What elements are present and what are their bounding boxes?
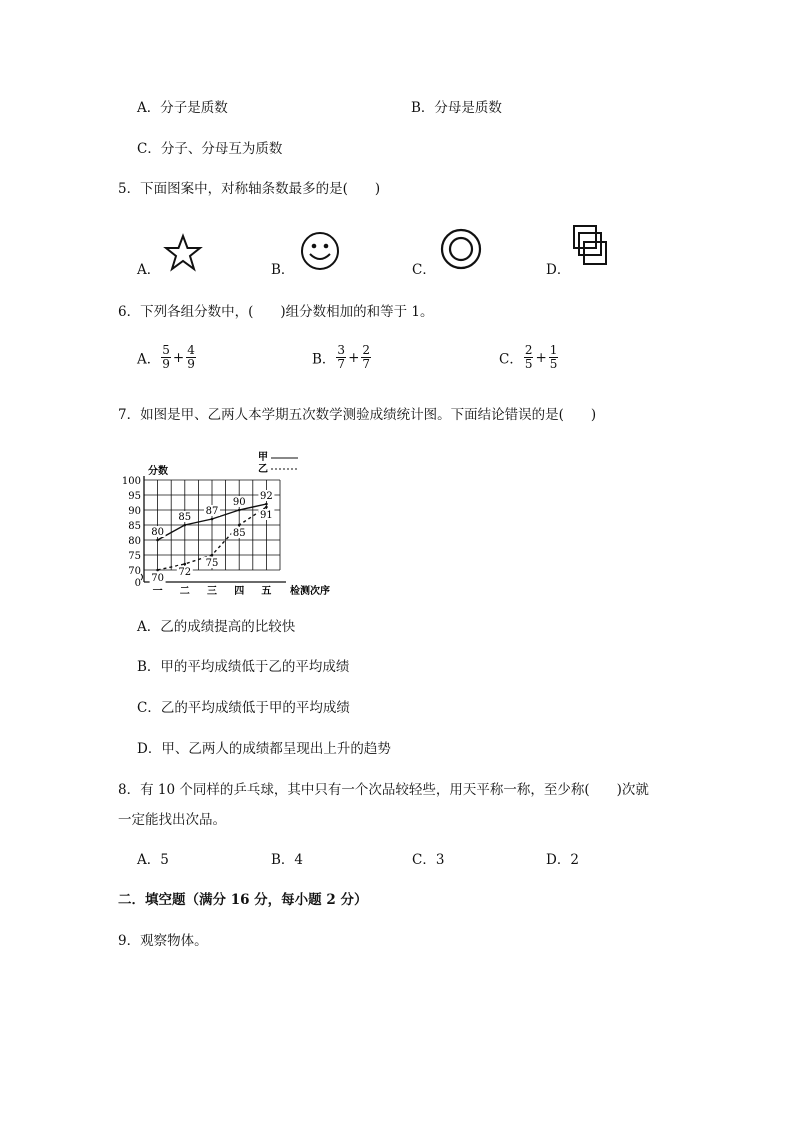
section-2-title: 二．填空题（满分 16 分，每小题 2 分） (118, 892, 368, 908)
q5-option-b-label: B． (271, 262, 295, 278)
smiley-icon (299, 230, 341, 272)
x-tick-label: 三 (207, 586, 217, 597)
data-point-yi (238, 524, 241, 527)
q6-option-b: B． $\frac{3}{7}$ + $\frac{2}{7}$ (312, 343, 371, 371)
y-tick-label: 90 (128, 506, 141, 517)
y-tick-label: 80 (128, 536, 141, 547)
score-line-chart (118, 446, 358, 597)
q6-option-a: A． $\frac{5}{9}$ + $\frac{4}{9}$ (137, 343, 195, 371)
y-tick-label: 100 (121, 476, 141, 487)
q5-option-a-label: A． (137, 262, 161, 278)
data-point-jia (156, 539, 159, 542)
y-axis-title: 分数 (148, 466, 168, 477)
y-tick-label: 95 (128, 491, 141, 502)
q8-stem-line1: 8．有 10 个同样的乒乓球，其中只有一个次品较轻些，用天平称一称，至少称( )次就 (118, 782, 649, 798)
data-point-yi (265, 506, 268, 509)
data-label-jia: 87 (205, 506, 219, 517)
data-point-yi (184, 563, 187, 566)
data-point-jia (211, 518, 214, 521)
y-tick-label: 75 (128, 551, 141, 562)
data-point-jia (238, 509, 241, 512)
q4-option-a: A．分子是质数 (137, 100, 228, 116)
y-tick-label: 0 (134, 578, 141, 589)
overlapping-squares-icon (570, 222, 612, 272)
q5-stem: 5．下面图案中，对称轴条数最多的是( ) (118, 181, 381, 197)
data-point-yi (211, 554, 214, 557)
q8-option-b: B．4 (271, 852, 304, 868)
data-label-yi: 91 (260, 510, 273, 521)
data-label-jia: 85 (178, 512, 192, 523)
data-label-jia: 90 (232, 497, 246, 508)
q4-option-b: B．分母是质数 (411, 100, 502, 116)
q6-stem: 6．下列各组分数中，( )组分数相加的和等于 1。 (118, 304, 434, 320)
q8-option-a: A．5 (137, 852, 169, 868)
q8-option-d: D．2 (546, 852, 579, 868)
concentric-circles-icon (439, 227, 483, 271)
x-axis-title: 检测次序 (290, 586, 330, 597)
x-tick-label: 四 (234, 586, 245, 597)
data-point-yi (156, 569, 159, 572)
data-label-yi: 72 (178, 567, 192, 578)
star-icon (163, 234, 203, 272)
data-label-jia: 92 (260, 491, 273, 502)
q5-option-d-label: D． (546, 262, 571, 278)
data-label-yi: 70 (151, 573, 164, 584)
data-point-jia (184, 524, 187, 527)
data-label-yi: 85 (232, 528, 246, 539)
data-point-jia (265, 503, 268, 506)
q6-option-c: C． $\frac{2}{5}$ + $\frac{1}{5}$ (499, 343, 558, 371)
x-tick-label: 一 (152, 586, 163, 597)
data-label-jia: 80 (151, 527, 164, 538)
q8-option-c: C．3 (412, 852, 445, 868)
legend-label-jia: 甲 (258, 452, 268, 463)
legend-label-yi: 乙 (258, 464, 268, 475)
q9-stem: 9．观察物体。 (118, 933, 208, 949)
axis-break (141, 574, 143, 580)
q7-option-c: C．乙的平均成绩低于甲的平均成绩 (137, 700, 350, 716)
y-tick-label: 85 (128, 521, 141, 532)
q4-option-c: C．分子、分母互为质数 (137, 141, 283, 157)
x-tick-label: 二 (179, 586, 190, 597)
data-label-yi: 75 (205, 558, 219, 569)
q7-option-d: D．甲、乙两人的成绩都呈现出上升的趋势 (137, 741, 391, 757)
q7-stem: 7．如图是甲、乙两人本学期五次数学测验成绩统计图。下面结论错误的是( ) (118, 407, 597, 423)
x-tick-label: 五 (261, 586, 272, 597)
y-tick-label: 70 (128, 566, 141, 577)
q5-option-c-label: C． (412, 262, 436, 278)
q7-option-a: A．乙的成绩提高的比较快 (137, 619, 296, 635)
q8-stem-line2: 一定能找出次品。 (118, 812, 226, 828)
q7-option-b: B．甲的平均成绩低于乙的平均成绩 (137, 659, 350, 675)
